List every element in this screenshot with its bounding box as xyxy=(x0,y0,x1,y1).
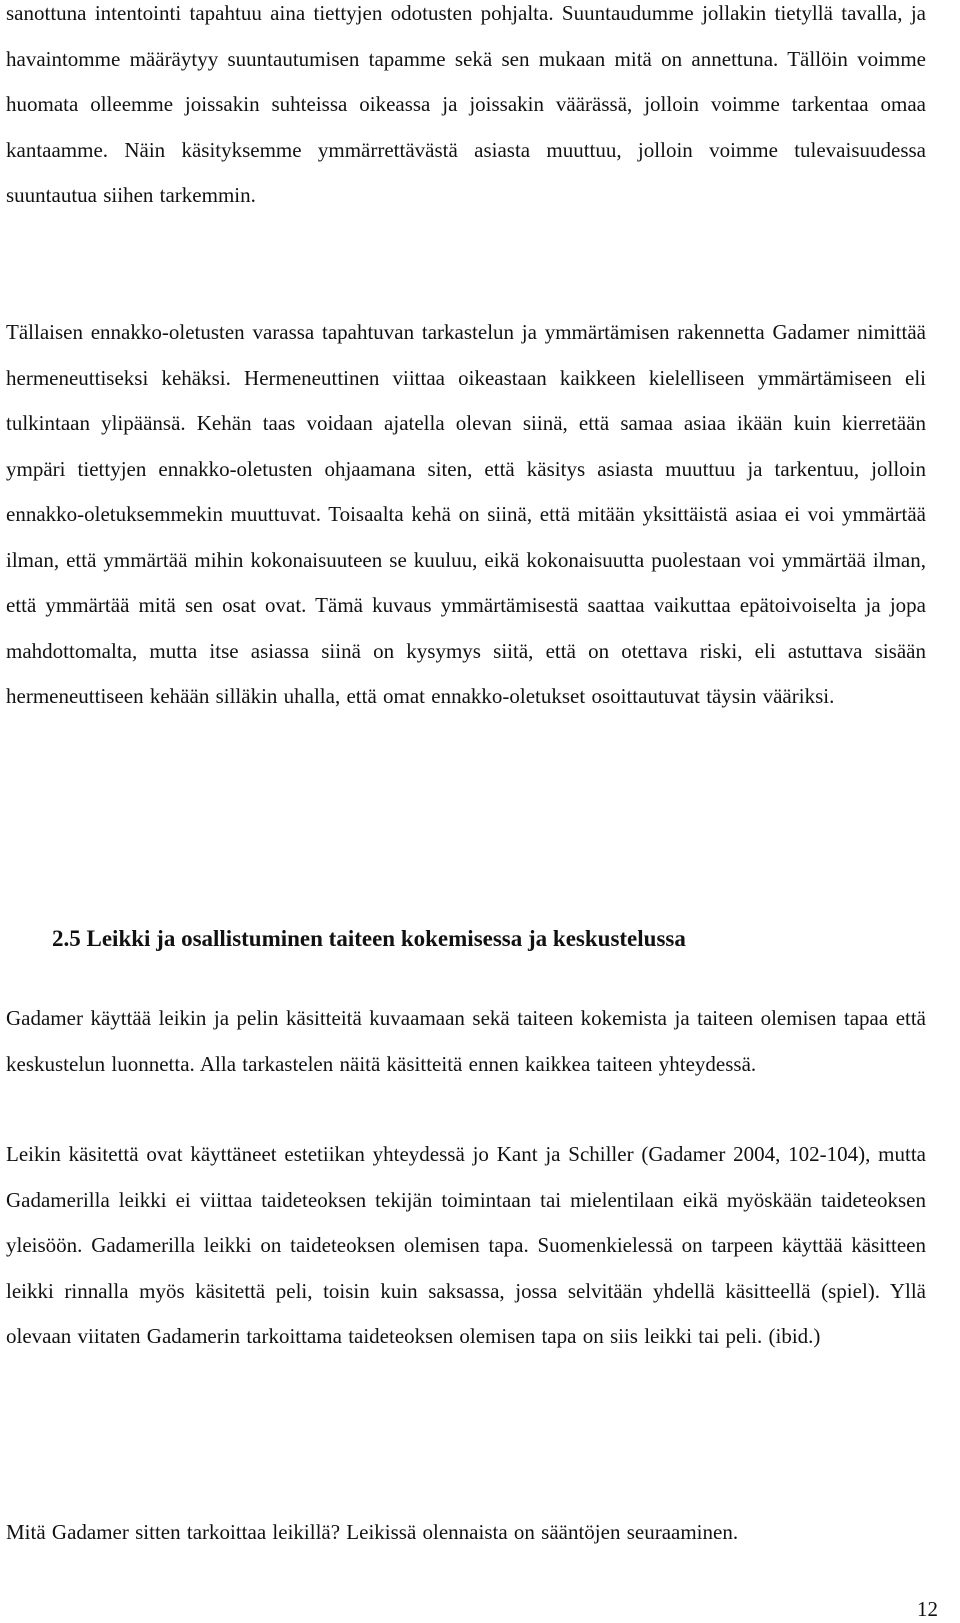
section-heading: 2.5 Leikki ja osallistuminen taiteen kokemisessa ja keskustelussa xyxy=(52,926,686,951)
paragraph-hermeneutic-circle: Tällaisen ennakko-oletusten varassa tapahtuvan tarkastelun ja ymmärtämisen rakennetta Gadamer nimittää hermeneuttiseksi kehäksi. Hermeneuttinen viittaa oikeastaan kaikkeen kielelliseen ymmärtämiseen eli tulkintaan ylipäänsä. Kehän taas voidaan ajatella olevan siinä, että samaa asiaa ikään kuin kierretään ympäri tiettyjen ennakko-oletusten ohjaamana siten, että käsitys asiasta muuttuu ja tarkentuu, jolloin ennakko-oletuksemmekin muuttuvat. Toisaalta kehä on siinä, että mitään yksittäistä asiaa ei voi ymmärtää ilman, että ymmärtää mihin kokonaisuuteen se kuuluu, eikä kokonaisuutta puolestaan voi ymmärtää ilman, että ymmärtää mitä sen osat ovat. Tämä kuvaus ymmärtämisestä saattaa vaikuttaa epätoivoiselta ja jopa mahdottomalta, mutta itse asiassa siinä on kysymys siitä, että on otettava riski, eli astuttava sisään hermeneuttiseen kehään silläkin uhalla, että omat ennakko-oletukset osoittautuvat täysin vääriksi. xyxy=(6,320,926,708)
paragraph-play-concepts: Gadamer käyttää leikin ja pelin käsitteitä kuvaamaan sekä taiteen kokemista ja taiteen olemisen tapaa että keskustelun luonnetta. Alla tarkastelen näitä käsitteitä ennen kaikkea taiteen yhteydessä. xyxy=(6,1006,926,1076)
paragraph-play-kant-schiller: Leikin käsitettä ovat käyttäneet estetiikan yhteydessä jo Kant ja Schiller (Gadamer 2004, 102-104), mutta Gadamerilla leikki ei viittaa taideteoksen tekijän toimintaan tai mielentilaan eikä myöskään taideteoksen yleisöön. Gadamerilla leikki on taideteoksen olemisen tapa. Suomenkielessä on tarpeen käyttää käsitteen leikki rinnalla myös käsitettä peli, toisin kuin saksassa, jossa selvitään yhdellä käsitteellä (spiel). Yllä olevaan viitaten Gadamerin tarkoittama taideteoksen olemisen tapa on siis leikki tai peli. (ibid.) xyxy=(6,1142,926,1348)
page-number: 12 xyxy=(917,1597,938,1621)
paragraph-play-rules: Mitä Gadamer sitten tarkoittaa leikillä? Leikissä olennaista on sääntöjen seuraaminen. xyxy=(6,1520,739,1544)
paragraph-intentionality: sanottuna intentointi tapahtuu aina tiettyjen odotusten pohjalta. Suuntaudumme jollakin tietyllä tavalla, ja havaintomme määräytyy suuntautumisen tapamme sekä sen mukaan mitä on annettuna. Tällöin voimme huomata olleemme joissakin suhteissa oikeassa ja joissakin väärässä, jolloin voimme tarkentaa omaa kantaamme. Näin käsityksemme ymmärrettävästä asiasta muuttuu, jolloin voimme tulevaisuudessa suuntautua siihen tarkemmin. xyxy=(6,1,926,207)
